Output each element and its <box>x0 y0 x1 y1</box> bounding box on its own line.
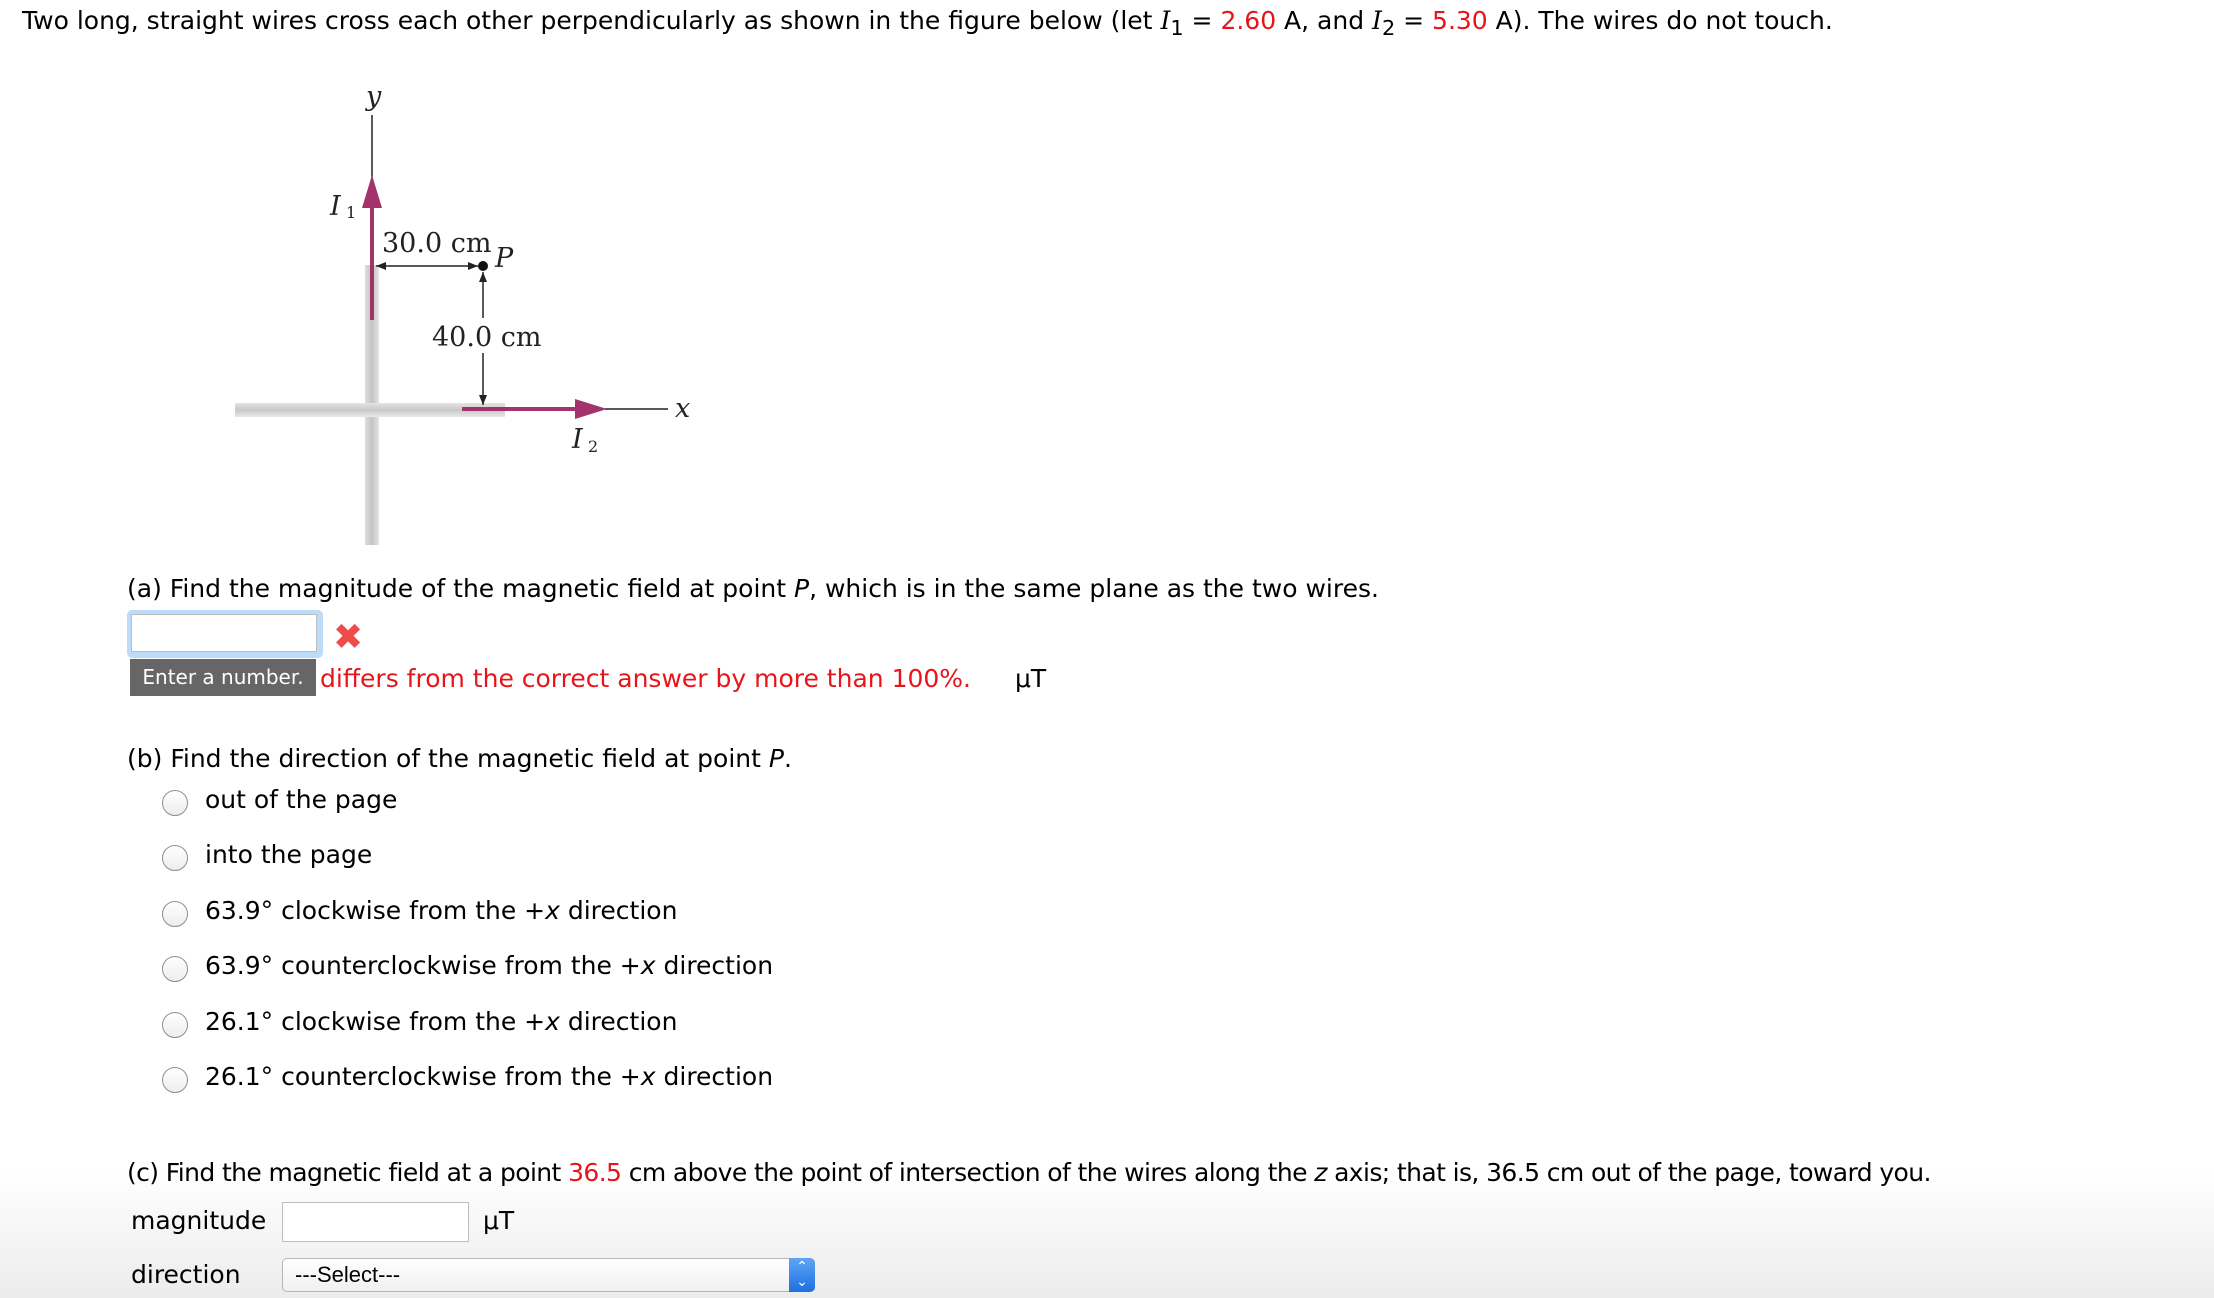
opt-text: 26.1° counterclockwise from the + <box>205 1062 641 1091</box>
dir-word: direction <box>559 1007 678 1036</box>
i1-value: 2.60 <box>1220 6 1277 35</box>
intro-mid: A, and <box>1276 6 1373 35</box>
radio-63-9-cw[interactable] <box>162 901 188 927</box>
intro-end: A). The wires do not touch. <box>1487 6 1833 35</box>
direction-select[interactable] <box>282 1258 815 1292</box>
wires-figure <box>200 60 720 560</box>
q-p: P <box>768 744 784 773</box>
point-p <box>478 261 488 271</box>
part-c-question <box>127 1158 1931 1187</box>
option-label <box>205 1007 677 1036</box>
i2-arrow-icon <box>575 399 607 419</box>
opt-text: 63.9° counterclockwise from the + <box>205 951 641 980</box>
incorrect-x-icon: ✖ <box>333 617 364 658</box>
option-label <box>205 896 677 925</box>
i2-value: 5.30 <box>1432 6 1488 35</box>
dist-30-label: 30.0 cm <box>382 228 492 259</box>
x-sym: x <box>545 896 560 925</box>
opt-text: 26.1° clockwise from the + <box>205 1007 546 1036</box>
part-a-question <box>127 574 1379 603</box>
tooltip: Enter a number. <box>130 659 316 696</box>
i2-symbol: I <box>1372 6 1382 35</box>
q-text: (b) Find the direction of the magnetic field at point <box>127 744 769 773</box>
dist-value: 36.5 <box>568 1158 622 1187</box>
select-value: ---Select--- <box>295 1262 401 1287</box>
part-a-unit: μT <box>1015 664 1047 693</box>
i1-sub: 1 <box>1170 16 1184 40</box>
part-a-magnitude-input[interactable] <box>131 614 317 652</box>
q-text: (a) Find the magnitude of the magnetic field at point <box>127 574 794 603</box>
opt-text: 63.9° clockwise from the + <box>205 896 546 925</box>
option-label <box>205 951 773 980</box>
q-text: , which is in the same plane as the two wires. <box>809 574 1379 603</box>
select-chevrons-icon: ⌃ ⌄ <box>789 1258 815 1292</box>
dist-40-label: 40.0 cm <box>432 322 542 353</box>
q-text: . <box>783 744 792 773</box>
x-label: x <box>675 393 691 424</box>
i1-arrow-icon <box>362 175 382 208</box>
radio-63-9-ccw[interactable] <box>162 956 188 982</box>
option-label <box>205 1062 773 1091</box>
i2-label-sub: 2 <box>588 437 599 456</box>
i2-sub: 2 <box>1381 16 1396 40</box>
i2-label: I <box>572 424 583 455</box>
i1-label: I <box>330 191 341 222</box>
option-label: into the page <box>205 840 373 869</box>
problem-statement <box>22 6 1833 40</box>
p-label: P <box>495 243 514 274</box>
q-text: axis; that is, 36.5 cm out of the page, toward you. <box>1326 1158 1931 1187</box>
z-sym: z <box>1314 1158 1327 1187</box>
radio-out-of-page[interactable] <box>162 790 188 816</box>
x-sym: x <box>545 1007 560 1036</box>
eq: = <box>1183 6 1221 35</box>
direction-label: direction <box>131 1260 241 1289</box>
part-a-feedback: differs from the correct answer by more than 100%. <box>320 664 971 693</box>
q-p: P <box>793 574 810 603</box>
option-label: out of the page <box>205 785 398 814</box>
eq: = <box>1395 6 1433 35</box>
intro-text: Two long, straight wires cross each other perpendicularly as shown in the figure below (let <box>22 6 1161 35</box>
part-c-unit: μT <box>483 1206 515 1235</box>
dir-word: direction <box>559 896 678 925</box>
x-sym: x <box>640 1062 656 1091</box>
y-label: y <box>366 81 382 112</box>
dir-word: direction <box>655 951 774 980</box>
dir-word: direction <box>655 1062 774 1091</box>
magnitude-label: magnitude <box>131 1206 267 1235</box>
part-b-question <box>127 744 792 773</box>
part-c-magnitude-input[interactable] <box>282 1202 469 1242</box>
x-sym: x <box>640 951 656 980</box>
radio-into-page[interactable] <box>162 845 188 871</box>
i1-symbol: I <box>1160 6 1171 35</box>
radio-26-1-cw[interactable] <box>162 1012 188 1038</box>
radio-26-1-ccw[interactable] <box>162 1067 188 1093</box>
q-text: cm above the point of intersection of the wires along the <box>621 1158 1315 1187</box>
i1-label-sub: 1 <box>346 203 357 222</box>
q-text: (c) Find the magnetic field at a point <box>127 1158 569 1187</box>
